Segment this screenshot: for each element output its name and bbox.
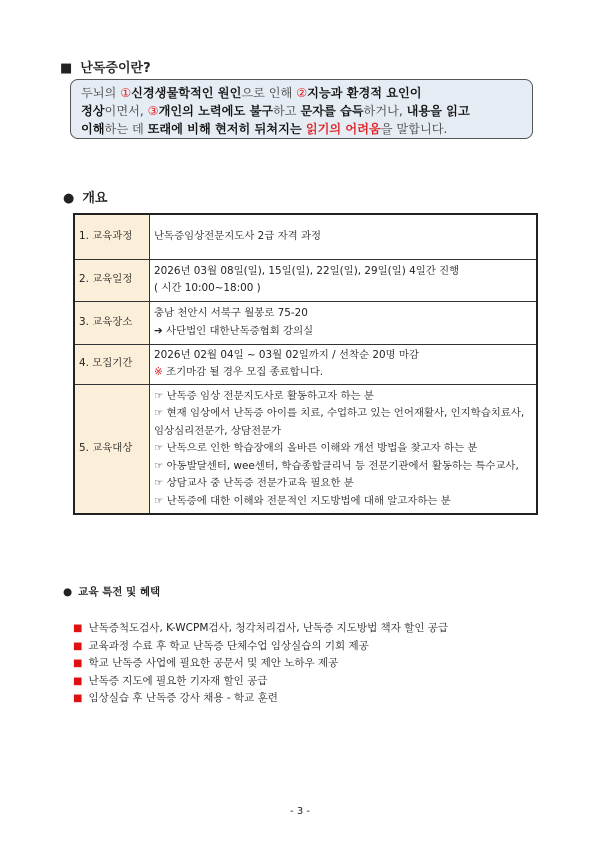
row-value bbox=[150, 301, 538, 344]
schedule-time: ( 시간 10:00~18:00 ) bbox=[154, 282, 261, 294]
table-row bbox=[74, 301, 537, 344]
row-value bbox=[150, 384, 538, 514]
address: 충남 천안시 서북구 월봉로 75-20 bbox=[154, 307, 308, 319]
row-label: 3. 교육장소 bbox=[74, 301, 150, 344]
row-value bbox=[150, 259, 538, 301]
definition-text-segment: 하고 bbox=[273, 104, 301, 118]
row-label: 4. 모집기간 bbox=[74, 344, 150, 384]
list-item bbox=[73, 620, 448, 638]
benefit-text: 임상실습 후 난독증 강사 채용 - 학교 훈련 bbox=[88, 692, 278, 705]
definition-text-segment: 신경생물학적인 원인 bbox=[131, 86, 242, 100]
square-bullet-icon: ■ bbox=[60, 61, 73, 76]
list-item bbox=[73, 638, 448, 656]
pointing-hand-icon: ☞ bbox=[154, 459, 164, 472]
target-text: 난독증 임상 전문지도사로 활동하고자 하는 분 bbox=[166, 389, 374, 402]
definition-text-segment: ③ bbox=[147, 104, 159, 118]
pointing-hand-icon: ☞ bbox=[154, 477, 164, 489]
list-item bbox=[73, 690, 448, 708]
definition-box bbox=[70, 79, 533, 139]
list-item bbox=[154, 475, 532, 493]
red-square-icon: ■ bbox=[73, 675, 83, 687]
overview-table bbox=[73, 213, 538, 515]
definition-text-segment: 이면서, bbox=[104, 104, 148, 118]
red-square-icon: ■ bbox=[73, 658, 83, 670]
benefit-text: 교육과정 수료 후 학교 난독증 단체수업 임상실습의 기회 제공 bbox=[88, 639, 369, 652]
definition-text-segment: ① bbox=[120, 86, 132, 100]
row-value: 난독증임상전문지도사 2급 자격 과정 bbox=[150, 214, 538, 259]
section-heading-dyslexia: ■ 난독증이란? bbox=[60, 61, 151, 76]
definition-text-segment: 읽기의 어려움 bbox=[305, 122, 381, 136]
row-label: 1. 교육과정 bbox=[74, 214, 150, 259]
recruit-note: 조기마감 될 경우 모집 종료합니다. bbox=[166, 366, 324, 378]
definition-text-segment: 하는 데 bbox=[104, 122, 148, 136]
schedule-dates: 2026년 03월 08일(일), 15일(일), 22일(일), 29일(일) 4일간 진행 bbox=[154, 264, 460, 277]
list-item bbox=[154, 388, 532, 406]
row-label: 2. 교육일정 bbox=[74, 259, 150, 301]
definition-text-segment: 개인의 노력에도 불구 bbox=[158, 104, 274, 118]
definition-text-segment: 으로 인해 bbox=[241, 86, 297, 100]
list-item bbox=[73, 655, 448, 673]
target-text: 상담교사 중 난독증 전문가교육 필요한 분 bbox=[166, 477, 354, 489]
definition-text-segment: 또래에 비해 현저히 뒤쳐지는 bbox=[147, 122, 306, 136]
definition-text-segment: 정상 bbox=[81, 104, 105, 118]
section-heading-benefits: ● 교육 특전 및 혜택 bbox=[63, 586, 161, 598]
circle-bullet-icon: ● bbox=[63, 586, 73, 598]
list-item bbox=[154, 405, 532, 440]
definition-text-segment: 내용을 읽고 bbox=[406, 104, 470, 118]
definition-text-segment: 문자를 습득 bbox=[300, 104, 364, 118]
row-label: 5. 교육대상 bbox=[74, 384, 150, 514]
definition-text-segment: 지능과 환경적 요인이 bbox=[307, 86, 422, 100]
arrow-icon: ➔ bbox=[154, 324, 163, 337]
definition-text-segment: 하거나, bbox=[363, 104, 407, 118]
row-value bbox=[150, 344, 538, 384]
target-text: 난독으로 인한 학습장애의 올바른 이해와 개선 방법을 찾고자 하는 분 bbox=[166, 442, 478, 454]
benefit-text: 난독증 지도에 필요한 기자재 할인 공급 bbox=[88, 674, 268, 687]
red-square-icon: ■ bbox=[73, 640, 83, 652]
definition-text-segment: 을 말합니다. bbox=[380, 122, 448, 136]
red-square-icon: ■ bbox=[73, 623, 83, 634]
red-square-icon: ■ bbox=[73, 693, 83, 705]
circle-bullet-icon: ● bbox=[63, 191, 75, 206]
benefit-text: 학교 난독증 사업에 필요한 공문서 및 제안 노하우 제공 bbox=[88, 657, 339, 670]
table-row bbox=[74, 384, 537, 514]
table-row bbox=[74, 344, 537, 384]
pointing-hand-icon: ☞ bbox=[154, 442, 164, 454]
benefits-list bbox=[73, 620, 448, 708]
target-text: 난독증에 대한 이해와 전문적인 지도방법에 대해 알고자하는 분 bbox=[166, 494, 451, 507]
list-item bbox=[154, 440, 532, 458]
section-heading-overview: ● 개요 bbox=[63, 191, 108, 206]
definition-text-segment: 두뇌의 bbox=[81, 86, 121, 100]
list-item bbox=[154, 493, 532, 511]
pointing-hand-icon: ☞ bbox=[154, 494, 164, 507]
target-text: 아동발달센터, wee센터, 학습종합클리닉 등 전문기관에서 활동하는 특수교사, bbox=[166, 459, 519, 472]
page-number: - 3 - bbox=[290, 806, 310, 817]
reference-mark-icon: ※ bbox=[154, 366, 163, 378]
definition-text-segment: 이해 bbox=[81, 122, 105, 136]
table-row bbox=[74, 214, 537, 259]
venue: 사단법인 대한난독증협회 강의실 bbox=[166, 324, 314, 337]
pointing-hand-icon: ☞ bbox=[154, 389, 164, 402]
pointing-hand-icon: ☞ bbox=[154, 407, 164, 419]
table-row bbox=[74, 259, 537, 301]
target-text: 현재 임상에서 난독증 아이를 치료, 수업하고 있는 언어재활사, 인지학습치료사, 임상심리전문가, 상담전문가 bbox=[154, 407, 525, 437]
recruit-period: 2026년 02월 04일 ~ 03월 02일까지 / 선착순 20명 마감 bbox=[154, 348, 419, 361]
list-item bbox=[73, 673, 448, 691]
benefit-text: 난독증척도검사, K-WCPM검사, 청각처리검사, 난독증 지도방법 책자 할인 공급 bbox=[88, 622, 449, 634]
definition-text-segment: ② bbox=[296, 86, 308, 100]
list-item bbox=[154, 458, 532, 476]
